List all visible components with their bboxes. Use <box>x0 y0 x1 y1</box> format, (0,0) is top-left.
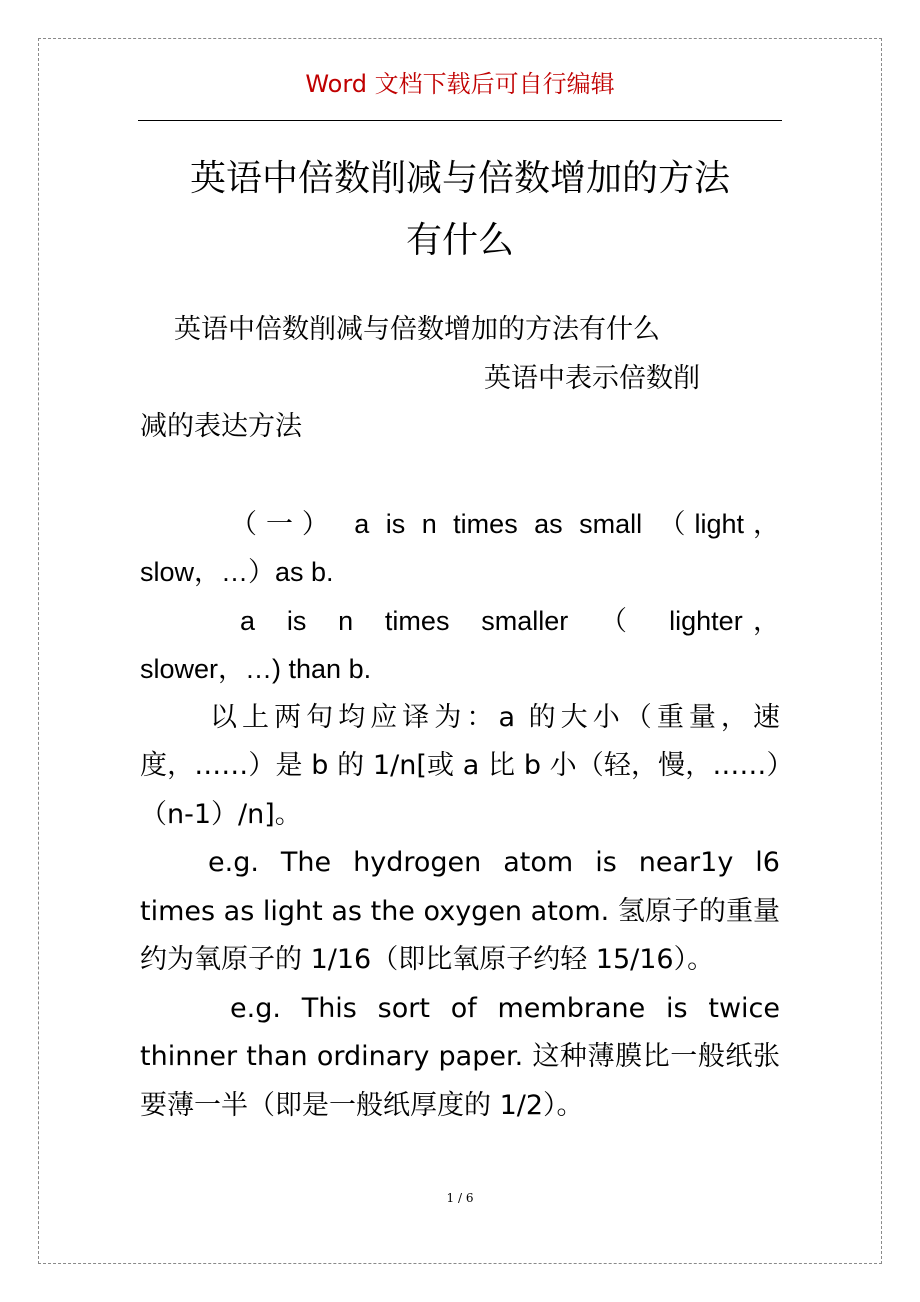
example-paragraph-1: e.g. The hydrogen atom is near1y l6 times as light as the oxygen atom. 氢原子的重量约为氧原子的 1/16（即比氧原子约轻 15/16）。 <box>140 847 780 975</box>
english-pattern-1 <box>140 500 780 597</box>
title-line-2: 有什么 <box>405 220 514 261</box>
header-download-note: Word 文档下载后可自行编辑 <box>305 70 615 98</box>
english-pattern-2 <box>140 597 780 694</box>
header-divider <box>138 120 782 121</box>
subtitle-paragraph <box>140 355 780 452</box>
pattern-1-line-1: （一） a is n times as small （light， <box>230 508 780 539</box>
empty-line <box>140 452 780 500</box>
subtitle-part-2: 减的表达方法 <box>140 411 302 442</box>
subtitle-part-1: 英语中表示倍数削 <box>484 362 700 394</box>
intro-paragraph: 英语中倍数削减与倍数增加的方法有什么 <box>174 314 660 345</box>
pattern-2-line-2: slower，…) than b. <box>140 654 372 684</box>
example-paragraph-2: e.g. This sort of membrane is twice thinner than ordinary paper. 这种薄膜比一般纸张要薄一半（即是一般纸厚度的 1/2）。 <box>140 992 780 1121</box>
title-line-1: 英语中倍数削减与倍数增加的方法 <box>189 158 730 199</box>
document-body <box>140 306 780 1130</box>
pattern-1-line-2: slow，…）as b. <box>140 557 334 587</box>
page-number: 1 / 6 <box>446 1191 474 1205</box>
document-title <box>138 148 782 272</box>
pattern-2-line-1: a is n times smaller （ lighter， <box>240 605 780 636</box>
translation-paragraph: 以上两句均应译为：a 的大小（重量，速度，……）是 b 的 1/n[或 a 比 b 小（轻，慢，……）（n-1）/n]。 <box>140 701 780 830</box>
